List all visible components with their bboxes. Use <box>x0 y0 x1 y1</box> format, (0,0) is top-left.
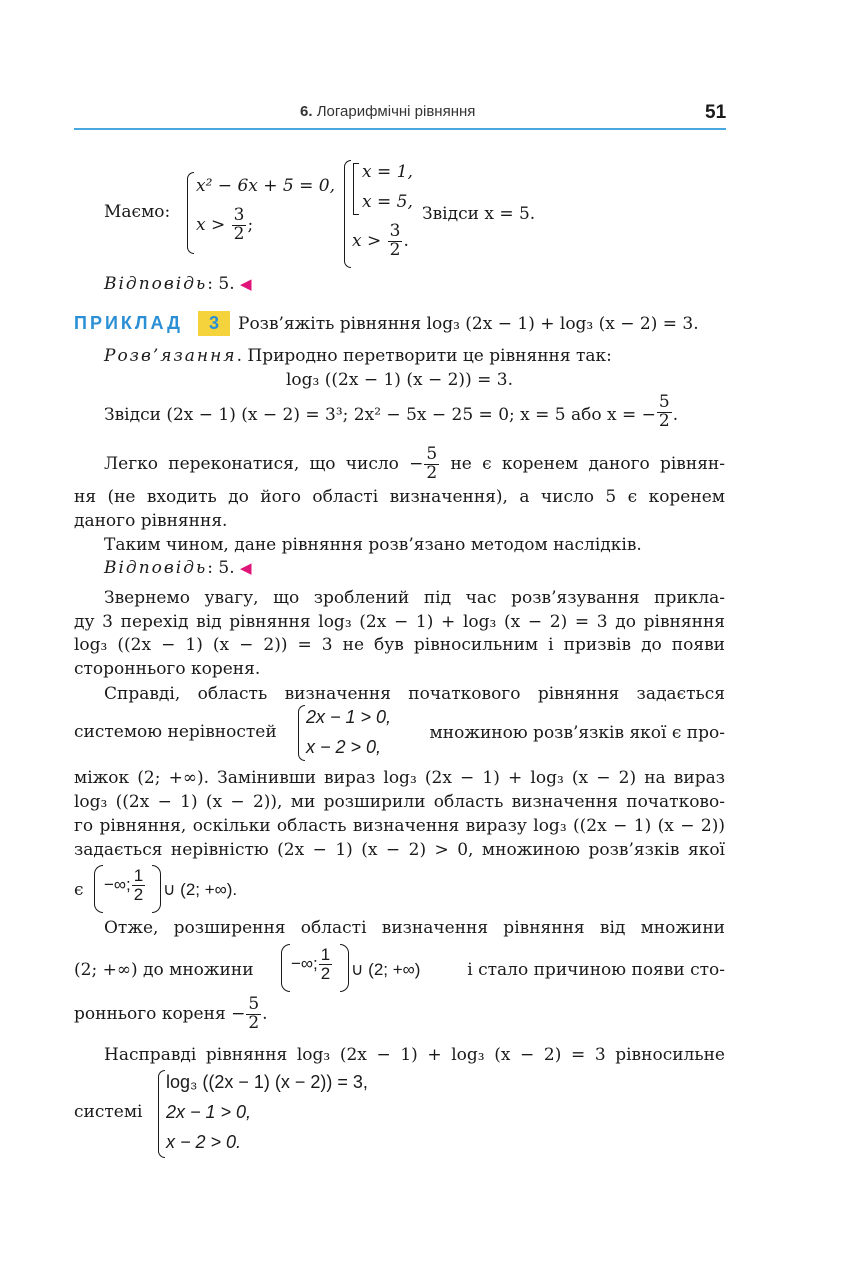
domain-set-lead: є <box>74 880 84 900</box>
system1-lead: Маємо: <box>104 202 171 222</box>
system1-brace-2 <box>344 160 351 268</box>
system1-alt2: x = 5, <box>362 192 413 212</box>
header-rule <box>74 128 726 130</box>
page-number: 51 <box>705 102 727 123</box>
domain-line-1: Справді, область визначення початкового рівняння задається <box>104 684 725 704</box>
final-eq-2: 2x − 1 > 0, <box>166 1102 252 1122</box>
system1-bracket <box>353 163 359 215</box>
expansion-lead: (2; +∞) до множини <box>74 960 254 980</box>
domain-set-paren-right <box>152 865 161 913</box>
domain-ineq-1: 2x − 1 > 0, <box>306 707 392 727</box>
domain-set-paren-left <box>94 865 103 913</box>
domain-tail: множиною розв’язків якої є про- <box>429 723 725 743</box>
answer-1: Відповідь: 5. ◀ <box>104 274 252 294</box>
expansion-line-1: Отже, розширення області визначення рівняння від множини <box>104 918 725 938</box>
system1-eq1: x² − 6x + 5 = 0, <box>196 176 335 196</box>
solution-intro: Розв’язання. Природно перетворити це рівняння так: <box>104 346 612 366</box>
check-line-3: даного рівняння. <box>74 511 228 531</box>
check-line-1: Легко переконатися, що число − $\frac{5}{2}$ не є коренем даного рівнян- <box>104 444 726 483</box>
note-line-3: log₃ ((2x − 1) (x − 2)) = 3 не був рівносильним і призвів до появи <box>74 635 725 655</box>
example-label: ПРИКЛАД <box>74 313 183 333</box>
domain-set-expression: −∞; $\frac{1}{2}$ <box>104 866 144 904</box>
system1-cond: x > $\frac{3}{2}$ . <box>352 221 409 260</box>
end-marker-icon: ◀ <box>240 559 252 577</box>
check-line-2: ня (не входить до його області визначення), а число 5 є коренем <box>74 487 725 507</box>
chapter-title: Логарифмічні рівняння <box>316 103 476 120</box>
expansion-tail: і стало причиною появи сто- <box>467 960 725 980</box>
system1-eq2: x > $\frac{3}{2}$ ; <box>196 205 254 244</box>
system1-conclusion: Звідси x = 5. <box>422 204 536 224</box>
system1-alt1: x = 1, <box>362 162 413 182</box>
final-eq-3: x − 2 > 0. <box>166 1132 242 1152</box>
example-number-badge: 3 <box>198 311 230 336</box>
domain-set-tail: ∪ (2; +∞). <box>163 880 238 899</box>
method-line: Таким чином, дане рівняння розв’язано методом наслідків. <box>104 535 642 555</box>
domain-system-brace <box>298 705 305 761</box>
example-statement: Розв’яжіть рівняння log₃ (2x − 1) + log₃ (x − 2) = 3. <box>238 314 699 334</box>
expansion-set-tail: ∪ (2; +∞) <box>351 960 421 979</box>
domain-line-5: го рівняння, оскільки область визначення виразу log₃ ((2x − 1) (x − 2)) <box>74 816 725 836</box>
domain-line-3: міжок (2; +∞). Замінивши вираз log₃ (2x − 1) + log₃ (x − 2) на вираз <box>74 768 725 788</box>
domain-line-6: задається нерівністю (2x − 1) (x − 2) > 0, множиною розв’язків якої <box>74 840 725 860</box>
final-lead: системі <box>74 1102 143 1122</box>
expansion-set-paren-left <box>281 944 290 992</box>
end-marker-icon: ◀ <box>240 275 252 293</box>
note-line-1: Звернемо увагу, що зроблений під час розв’язування прикла- <box>104 588 725 608</box>
running-header <box>300 103 475 120</box>
note-line-2: ду 3 перехід від рівняння log₃ (2x − 1) + log₃ (x − 2) = 3 до рівняння <box>74 612 725 632</box>
final-system-brace <box>158 1070 165 1158</box>
system1-brace <box>187 172 194 254</box>
expansion-set-expression: −∞; $\frac{1}{2}$ <box>291 945 331 983</box>
final-line-1: Насправді рівняння log₃ (2x − 1) + log₃ (x − 2) = 3 рівносильне <box>104 1045 725 1065</box>
expansion-line-3: роннього кореня − $\frac{5}{2}$ . <box>74 994 268 1033</box>
chapter-number: 6. <box>300 103 313 120</box>
answer-2: Відповідь: 5. ◀ <box>104 558 252 578</box>
domain-ineq-2: x − 2 > 0, <box>306 737 382 757</box>
domain-lead: системою нерівностей <box>74 722 277 742</box>
hence-line: Звідси (2x − 1) (x − 2) = 3³; 2x² − 5x − 25 = 0; x = 5 або x = − $\frac{5}{2}$ . <box>104 392 679 431</box>
final-eq-1: log₃ ((2x − 1) (x − 2)) = 3, <box>166 1072 368 1092</box>
domain-line-4: log₃ ((2x − 1) (x − 2)), ми розширили область визначення початково- <box>74 792 725 812</box>
expansion-set-paren-right <box>340 944 349 992</box>
solution-equation: log₃ ((2x − 1) (x − 2)) = 3. <box>286 370 513 390</box>
note-line-4: стороннього кореня. <box>74 659 261 679</box>
